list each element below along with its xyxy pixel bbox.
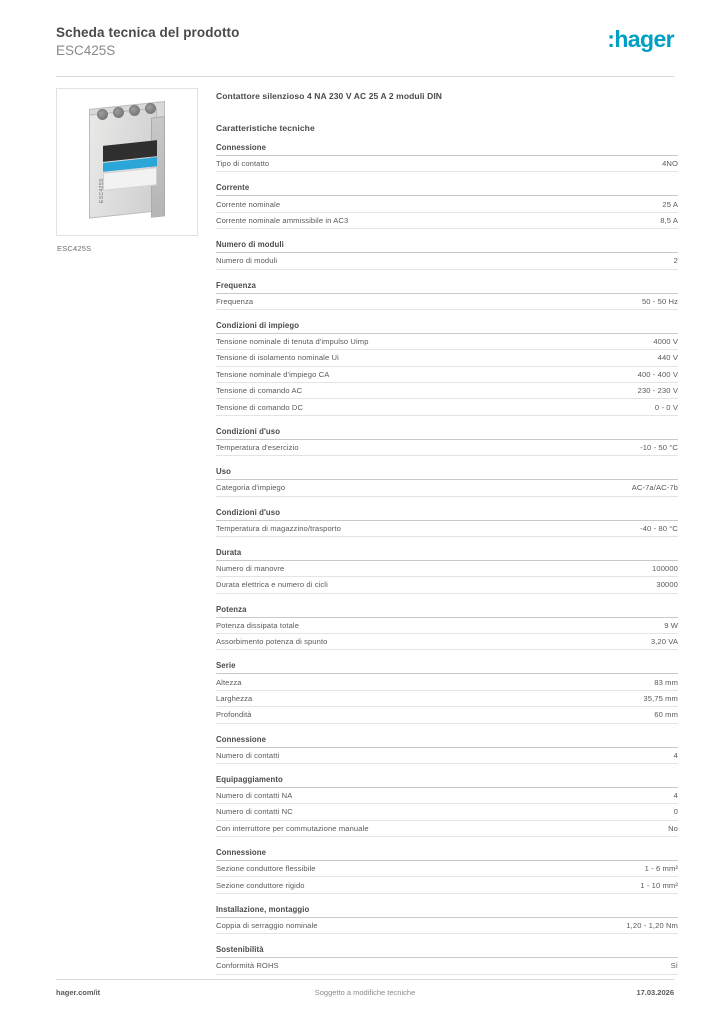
- spec-row-value: 1 - 10 mm²: [640, 880, 678, 890]
- spec-group-title: Durata: [216, 548, 678, 561]
- spec-row-value: 2: [673, 256, 678, 266]
- spec-row-label: Conformità ROHS: [216, 961, 279, 971]
- spec-row-value: AC-7a/AC-7b: [631, 483, 678, 493]
- page-title: Scheda tecnica del prodotto: [56, 25, 240, 40]
- spec-group-title: Potenza: [216, 605, 678, 618]
- spec-group: [216, 508, 678, 537]
- spec-row: [216, 399, 678, 415]
- footer-date: 17.03.2026: [636, 988, 674, 997]
- spec-row-label: Tensione di comando AC: [216, 386, 303, 396]
- spec-row: [216, 918, 678, 934]
- spec-row: [216, 748, 678, 764]
- spec-group: [216, 775, 678, 837]
- spec-group-title: Uso: [216, 467, 678, 480]
- product-code-subtitle: ESC425S: [56, 43, 116, 58]
- spec-row-label: Temperatura d'esercizio: [216, 442, 299, 452]
- spec-row-value: 83 mm: [654, 677, 678, 687]
- terminal-screw-2: [113, 107, 124, 118]
- spec-row: [216, 674, 678, 690]
- spec-row-label: Coppia di serraggio nominale: [216, 920, 318, 930]
- spec-groups: [216, 143, 678, 975]
- spec-group-title: Connessione: [216, 143, 678, 156]
- spec-row: [216, 334, 678, 350]
- spec-row-label: Corrente nominale ammissibile in AC3: [216, 215, 349, 225]
- spec-row: [216, 618, 678, 634]
- spec-row-value: -10 - 50 °C: [640, 442, 678, 452]
- spec-row: [216, 521, 678, 537]
- spec-group-title: Numero di moduli: [216, 240, 678, 253]
- spec-group: [216, 945, 678, 974]
- spec-group-title: Frequenza: [216, 281, 678, 294]
- terminal-screw-3: [129, 105, 140, 116]
- spec-row: [216, 253, 678, 269]
- spec-row-value: -40 - 80 °C: [640, 523, 678, 533]
- spec-row-value: 0: [673, 807, 678, 817]
- spec-row-label: Tipo di contatto: [216, 159, 270, 169]
- spec-row-label: Corrente nominale: [216, 199, 281, 209]
- spec-row: [216, 213, 678, 229]
- spec-row: [216, 577, 678, 593]
- spec-row-label: Numero di moduli: [216, 256, 278, 266]
- spec-row: [216, 804, 678, 820]
- spec-row-value: Sì: [670, 961, 678, 971]
- spec-row-label: Numero di contatti NA: [216, 791, 293, 801]
- spec-row-value: 4: [673, 750, 678, 760]
- spec-group: [216, 427, 678, 456]
- spec-row-value: 8,5 A: [660, 215, 678, 225]
- spec-row: [216, 350, 678, 366]
- spec-row-value: 4NO: [662, 159, 678, 169]
- spec-row-label: Con interruttore per commutazione manuale: [216, 823, 369, 833]
- spec-row: [216, 877, 678, 893]
- spec-row: [216, 480, 678, 496]
- spec-group-title: Condizioni di impiego: [216, 321, 678, 334]
- spec-group: [216, 143, 678, 172]
- spec-row-value: 400 - 400 V: [637, 369, 678, 379]
- spec-row: [216, 958, 678, 974]
- spec-row-value: 4000 V: [653, 337, 678, 347]
- spec-group-title: Connessione: [216, 735, 678, 748]
- spec-row-label: Durata elettrica e numero di cicli: [216, 580, 328, 590]
- spec-row-label: Tensione di isolamento nominale Ui: [216, 353, 339, 363]
- page-header: [56, 22, 674, 74]
- spec-row-label: Tensione nominale di tenuta d'impulso Uimp: [216, 337, 369, 347]
- spec-group: [216, 605, 678, 651]
- footer-divider: [56, 979, 674, 980]
- terminal-screw-4: [145, 103, 156, 114]
- spec-row-label: Assorbimento potenza di spunto: [216, 637, 328, 647]
- spec-row-value: 3,20 VA: [650, 637, 678, 647]
- spec-row-value: 1 - 6 mm²: [644, 864, 678, 874]
- spec-group-title: Installazione, montaggio: [216, 905, 678, 918]
- spec-row: [216, 561, 678, 577]
- spec-row-label: Larghezza: [216, 693, 253, 703]
- spec-row-label: Sezione conduttore rigido: [216, 880, 305, 890]
- spec-row-label: Sezione conduttore flessibile: [216, 864, 316, 874]
- spec-row: [216, 440, 678, 456]
- spec-row-label: Potenza dissipata totale: [216, 620, 300, 630]
- hager-logo: :hager: [607, 26, 674, 52]
- spec-row-value: 100000: [652, 564, 678, 574]
- spec-row-label: Temperatura di magazzino/trasporto: [216, 523, 341, 533]
- page-footer: [56, 988, 674, 1002]
- product-description: Contattore silenzioso 4 NA 230 V AC 25 A 2 moduli DIN: [216, 91, 443, 101]
- spec-group-title: Condizioni d'uso: [216, 508, 678, 521]
- product-image-caption: ESC425S: [57, 244, 92, 253]
- spec-row-value: No: [668, 823, 678, 833]
- spec-row-label: Numero di contatti: [216, 750, 280, 760]
- footer-note: Soggetto a modifiche tecniche: [314, 988, 416, 997]
- spec-row-label: Tensione nominale d'impiego CA: [216, 369, 330, 379]
- spec-row: [216, 707, 678, 723]
- spec-row: [216, 861, 678, 877]
- spec-row-label: Numero di manovre: [216, 564, 285, 574]
- spec-row: [216, 196, 678, 212]
- spec-row-value: 9 W: [664, 620, 678, 630]
- spec-group: [216, 905, 678, 934]
- spec-row-value: 0 - 0 V: [654, 402, 678, 412]
- spec-row-label: Profondità: [216, 710, 252, 720]
- spec-row-value: 440 V: [657, 353, 678, 363]
- spec-row: [216, 691, 678, 707]
- spec-group-title: Serie: [216, 661, 678, 674]
- spec-group: [216, 321, 678, 416]
- spec-row-label: Frequenza: [216, 296, 254, 306]
- spec-row-value: 1,20 - 1,20 Nm: [626, 920, 678, 930]
- terminal-screw-1: [97, 109, 108, 120]
- spec-group: [216, 661, 678, 723]
- spec-row-label: Categoria d'impiego: [216, 483, 286, 493]
- spec-group: [216, 240, 678, 269]
- spec-group: [216, 848, 678, 894]
- spec-row-label: Numero di contatti NC: [216, 807, 293, 817]
- spec-group-title: Connessione: [216, 848, 678, 861]
- spec-row-value: 25 A: [662, 199, 678, 209]
- spec-group-title: Corrente: [216, 183, 678, 196]
- spec-row-value: 50 - 50 Hz: [641, 296, 678, 306]
- spec-row: [216, 788, 678, 804]
- spec-group: [216, 467, 678, 496]
- spec-row: [216, 367, 678, 383]
- product-image: [56, 88, 198, 236]
- spec-row: [216, 821, 678, 837]
- spec-group: [216, 548, 678, 594]
- header-divider: [56, 76, 674, 77]
- spec-row: [216, 156, 678, 172]
- spec-group-title: Sostenibilità: [216, 945, 678, 958]
- spec-row-value: 60 mm: [654, 710, 678, 720]
- spec-group: [216, 735, 678, 764]
- spec-row-value: 30000: [656, 580, 678, 590]
- spec-row: [216, 383, 678, 399]
- specifications-panel: [216, 90, 678, 986]
- contactor-illustration: ESC425S: [83, 103, 175, 223]
- spec-group-title: Equipaggiamento: [216, 775, 678, 788]
- spec-row-label: Altezza: [216, 677, 242, 687]
- spec-group: [216, 281, 678, 310]
- spec-row-value: 4: [673, 791, 678, 801]
- spec-row-value: 230 - 230 V: [637, 386, 678, 396]
- header-titles: [56, 22, 239, 59]
- footer-website[interactable]: hager.com/it: [56, 988, 101, 997]
- spec-group: [216, 183, 678, 229]
- spec-row-label: Tensione di comando DC: [216, 402, 304, 412]
- spec-row-value: 35,75 mm: [643, 693, 678, 703]
- spec-row: [216, 634, 678, 650]
- spec-group-title: Condizioni d'uso: [216, 427, 678, 440]
- spec-row: [216, 294, 678, 310]
- technical-characteristics-heading: Caratteristiche tecniche: [216, 123, 315, 133]
